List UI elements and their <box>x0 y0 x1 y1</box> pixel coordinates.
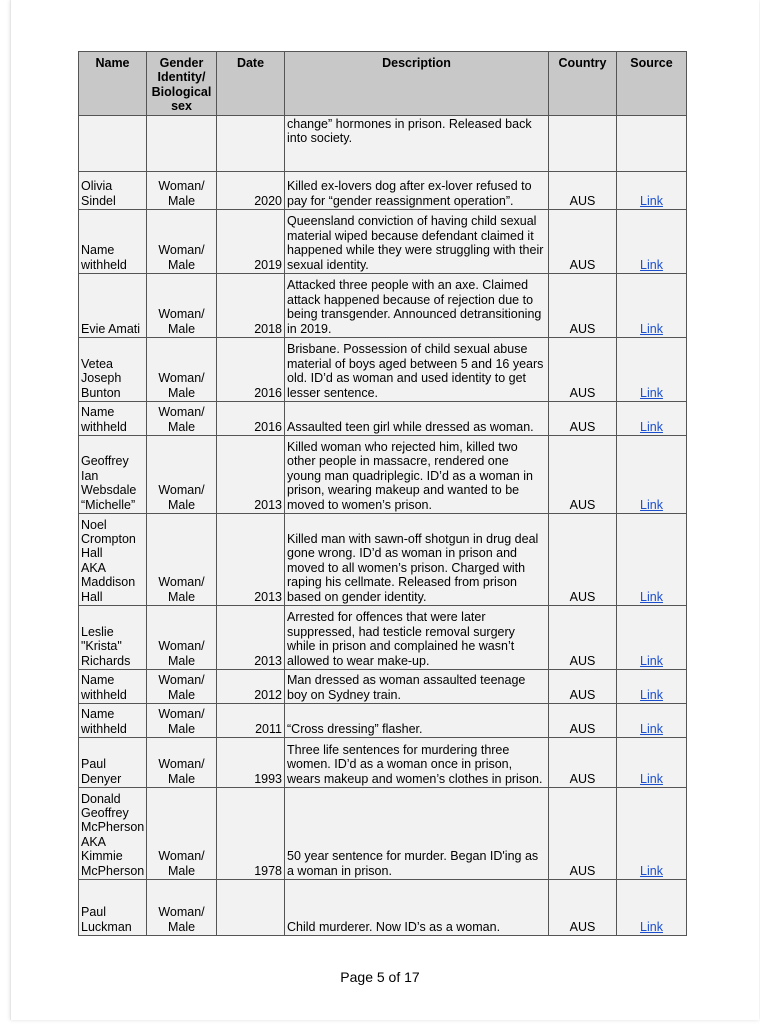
cell-date: 1993 <box>217 738 285 788</box>
cell-country: AUS <box>549 788 617 880</box>
cell-source <box>617 788 687 880</box>
cell-name: Name withheld <box>79 210 147 274</box>
cell-source <box>617 210 687 274</box>
cell-name: Evie Amati <box>79 274 147 338</box>
cell-source <box>617 338 687 402</box>
cell-gender <box>147 116 217 172</box>
table-row <box>79 788 687 880</box>
source-link[interactable]: Link <box>640 863 663 878</box>
cell-date <box>217 116 285 172</box>
cell-description: Child murderer. Now ID’s as a woman. <box>285 880 549 936</box>
cell-country: AUS <box>549 172 617 210</box>
table-row <box>79 606 687 670</box>
source-link[interactable]: Link <box>640 771 663 786</box>
cell-description: Killed man with sawn-off shotgun in drug deal gone wrong. ID’d as woman in prison and moved to all women’s prison. Charged with raping his cellmate. Released from prison based on gender identity. <box>285 514 549 606</box>
table-row <box>79 210 687 274</box>
cell-source <box>617 606 687 670</box>
cell-description: Attacked three people with an axe. Claimed attack happened because of rejection due to being transgender. Announced detransitioning in 2019. <box>285 274 549 338</box>
cell-description: Three life sentences for murdering three women. ID’d as a woman once in prison, wears makeup and women’s clothes in prison. <box>285 738 549 788</box>
cell-country: AUS <box>549 880 617 936</box>
table-row <box>79 338 687 402</box>
cell-country: AUS <box>549 670 617 704</box>
cell-source <box>617 514 687 606</box>
table-row <box>79 880 687 936</box>
header-date: Date <box>217 52 285 116</box>
cell-description: Brisbane. Possession of child sexual abuse material of boys aged between 5 and 16 years old. ID’d as woman and used identity to get lesser sentence. <box>285 338 549 402</box>
source-link[interactable]: Link <box>640 653 663 668</box>
source-link[interactable]: Link <box>640 497 663 512</box>
table-row <box>79 402 687 436</box>
table-row <box>79 738 687 788</box>
cell-name: Donald Geoffrey McPherson AKA Kimmie McPherson <box>79 788 147 880</box>
cell-date: 2016 <box>217 402 285 436</box>
cell-country: AUS <box>549 606 617 670</box>
cell-gender: Woman/ Male <box>147 788 217 880</box>
cell-date <box>217 880 285 936</box>
cell-gender: Woman/ Male <box>147 172 217 210</box>
cell-country: AUS <box>549 436 617 514</box>
page-number: Page 5 of 17 <box>340 969 420 985</box>
cell-description: Arrested for offences that were later suppressed, had testicle removal surgery while in prison and complained he wasn’t allowed to wear make-up. <box>285 606 549 670</box>
source-link[interactable]: Link <box>640 419 663 434</box>
cell-gender: Woman/ Male <box>147 402 217 436</box>
cell-name: Name withheld <box>79 670 147 704</box>
source-link[interactable]: Link <box>640 193 663 208</box>
cell-description: 50 year sentence for murder. Began ID'ing as a woman in prison. <box>285 788 549 880</box>
cell-date: 2011 <box>217 704 285 738</box>
cell-source <box>617 670 687 704</box>
cell-gender: Woman/ Male <box>147 274 217 338</box>
table-header-row <box>79 52 687 116</box>
source-link[interactable]: Link <box>640 321 663 336</box>
cell-country: AUS <box>549 210 617 274</box>
cell-gender: Woman/ Male <box>147 606 217 670</box>
source-link[interactable]: Link <box>640 721 663 736</box>
cell-description: Man dressed as woman assaulted teenage boy on Sydney train. <box>285 670 549 704</box>
cell-date: 1978 <box>217 788 285 880</box>
cell-country <box>549 116 617 172</box>
header-description: Description <box>285 52 549 116</box>
cell-name: Leslie "Krista" Richards <box>79 606 147 670</box>
cell-description: Killed woman who rejected him, killed two other people in massacre, rendered one young man quadriplegic. ID’d as a woman in prison, wearing makeup and wanted to be moved to women’s prison. <box>285 436 549 514</box>
cell-name: Olivia Sindel <box>79 172 147 210</box>
cell-date: 2013 <box>217 606 285 670</box>
table-row <box>79 172 687 210</box>
cell-country: AUS <box>549 514 617 606</box>
cell-date: 2018 <box>217 274 285 338</box>
cell-description: Queensland conviction of having child sexual material wiped because defendant claimed it happened while they were struggling with their sexual identity. <box>285 210 549 274</box>
cell-name <box>79 116 147 172</box>
cell-date: 2012 <box>217 670 285 704</box>
cell-country: AUS <box>549 738 617 788</box>
cell-gender: Woman/ Male <box>147 338 217 402</box>
cell-gender: Woman/ Male <box>147 738 217 788</box>
cell-gender: Woman/ Male <box>147 436 217 514</box>
table-row <box>79 116 687 172</box>
source-link[interactable]: Link <box>640 385 663 400</box>
cell-source <box>617 274 687 338</box>
table-row <box>79 704 687 738</box>
cell-gender: Woman/ Male <box>147 670 217 704</box>
header-source: Source <box>617 52 687 116</box>
cell-gender: Woman/ Male <box>147 704 217 738</box>
cell-country: AUS <box>549 338 617 402</box>
cell-name: Paul Denyer <box>79 738 147 788</box>
source-link[interactable]: Link <box>640 919 663 934</box>
cell-source <box>617 172 687 210</box>
table-row <box>79 274 687 338</box>
cell-description: change” hormones in prison. Released back into society. <box>285 116 549 172</box>
cell-description: “Cross dressing” flasher. <box>285 704 549 738</box>
cell-country: AUS <box>549 274 617 338</box>
cell-description: Killed ex-lovers dog after ex-lover refused to pay for “gender reassignment operation”. <box>285 172 549 210</box>
header-gender: Gender Identity/ Biological sex <box>147 52 217 116</box>
cell-source <box>617 880 687 936</box>
source-link[interactable]: Link <box>640 257 663 272</box>
table-row <box>79 436 687 514</box>
table-row <box>79 514 687 606</box>
header-name: Name <box>79 52 147 116</box>
cell-source <box>617 116 687 172</box>
cell-source <box>617 704 687 738</box>
cell-gender: Woman/ Male <box>147 880 217 936</box>
cell-country: AUS <box>549 704 617 738</box>
cell-name: Paul Luckman <box>79 880 147 936</box>
cell-source <box>617 436 687 514</box>
cell-source <box>617 738 687 788</box>
offenders-table <box>78 51 687 936</box>
cell-name: Vetea Joseph Bunton <box>79 338 147 402</box>
cell-date: 2016 <box>217 338 285 402</box>
cell-name: Noel Crompton Hall AKA Maddison Hall <box>79 514 147 606</box>
header-country: Country <box>549 52 617 116</box>
cell-source <box>617 402 687 436</box>
cell-country: AUS <box>549 402 617 436</box>
cell-date: 2013 <box>217 514 285 606</box>
cell-name: Geoffrey Ian Websdale “Michelle” <box>79 436 147 514</box>
cell-gender: Woman/ Male <box>147 210 217 274</box>
cell-date: 2020 <box>217 172 285 210</box>
cell-date: 2013 <box>217 436 285 514</box>
source-link[interactable]: Link <box>640 687 663 702</box>
table-row <box>79 670 687 704</box>
cell-description: Assaulted teen girl while dressed as woman. <box>285 402 549 436</box>
cell-date: 2019 <box>217 210 285 274</box>
cell-name: Name withheld <box>79 402 147 436</box>
cell-gender: Woman/ Male <box>147 514 217 606</box>
source-link[interactable]: Link <box>640 589 663 604</box>
cell-name: Name withheld <box>79 704 147 738</box>
